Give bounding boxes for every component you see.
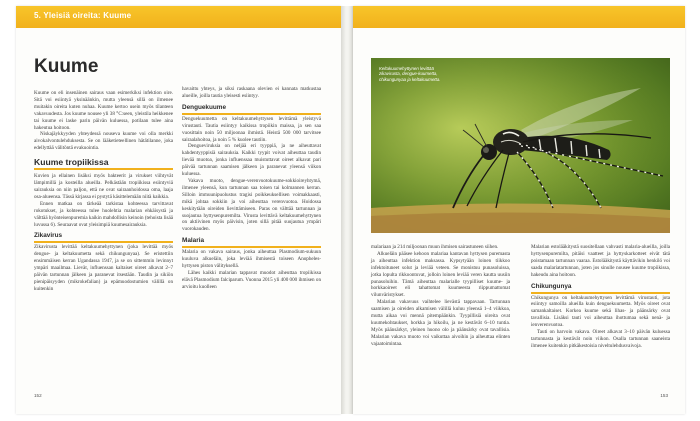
heading-underline bbox=[182, 113, 321, 115]
section-band bbox=[16, 6, 341, 28]
paragraph: Zikavirusta levittää keltakuumehyttynen (joka levittää myös dengue- ja keltakuumetta sekä chikungunyaa). Se eristettiin ensimmäisen kerran Ugandassa 1947, ja se on sittemmin levinnyt ympäri maailmaa. Lievät, influenssan kaltaiset oireet alkavat 2–7 päivän tartunnan jälkeen ja paranevat itsestään. Taudin ja sikiön pienipäisyyden (mikrokefalian) ja epämuodostumien välillä on kuitenkin bbox=[34, 244, 173, 292]
paragraph: Dengueviruksia on neljää eri tyyppiä, ja ne aiheuttavat kahdentyyppisiä sairauksia. Kaikki tyypit voivat aiheuttaa taudin lievää muotoa, jonka influenssaa muistuttavat oireet alkavat pari päivää tartunnan saamisen jälkeen ja paranevat yleensä viikon kuluessa. bbox=[182, 143, 321, 178]
paragraph: Denguekuumetta on keltakuumehyttysen levittämä yleistyvä virustauti. Tautia esiintyy kaikissa tropiikin maissa, ja sen saa vuosittain noin 50 miljoonaa ihmistä. Heistä 500 000 tarvitsee sairaalahoitoa, ja noin 5 % kuolee tautiin. bbox=[182, 115, 321, 143]
subheading-chikungunya: Chikungunya bbox=[531, 283, 670, 294]
paragraph: Niskajäykkyyden yhteydessä nouseva kuume voi olla merkki aivokalvontulehduksesta. Se on lääketieteellinen hätätilanne, joka edellyttää välitöntä evakuointia. bbox=[34, 131, 173, 152]
heading-underline bbox=[182, 246, 321, 248]
page-title: Kuume bbox=[34, 56, 99, 77]
paragraph: malariaan ja 214 miljoonan muun ihmisen sairastuneen siihen. bbox=[371, 244, 499, 250]
paragraph: Ennen matkaa on tärkeää tarkistaa kohteessa tarvittavat rokotukset, ja kohteessa tulee huolehtia malarian ehkäisystä ja välttää hyönteisenpuremia kaikin mahdollisin keinoin (tehoista lisää luvussa 6). Seuraavat ovat yleisimpiä kuumesairauksia. bbox=[34, 200, 173, 228]
subheading-zika: Zikavirus bbox=[34, 232, 173, 243]
paragraph: Kuume on eli insenäinen sairaus vaan esimerkiksi infektion oire. Sitä voi esiintyä yksinäänkin, mutta yleensä sillä on ilmenee muitakin oireita kuten nuhaa. Kuume kertoo usein myös tilanteen vakavuudesta. Jos kuume nousee yli 38 °C:seen, yleistila heikkenee tai kuume ei laske parin päivän kuluessa, potilaan tulee aina hakeutua hoitoon. bbox=[34, 90, 173, 131]
mosquito-photo bbox=[371, 58, 670, 233]
right-column-2 bbox=[531, 244, 670, 350]
paragraph: Malaria on vakava sairaus, jonka aiheuttaa Plasmodium-sukuun kuuluva alkueläin, joka leviää ihmisestä toiseen Anopheles-hyttysen piston välityksellä. bbox=[182, 249, 321, 270]
paragraph: Alkueläin pääsee kehoon malariaa kantavan hyttysen puremasta ja aiheuttaa infektion maksassa. Kypsytyään loinen tiikkoo infektoituneet solut ja leviää veteen. Se monistuu punasoluissa, jotka lopulta rikkoontuvat, jolloin loinen leviää veren kautta uusiin punasoluihin. Tämä aiheuttaa malarialle tyypilliset kuume- ja horkkaoireet eli tahattomat kuumeesta riippumattomat vilunväristykset. bbox=[371, 250, 510, 299]
page-number-left: 152 bbox=[34, 393, 42, 398]
section-band-right bbox=[353, 6, 685, 28]
left-page bbox=[16, 6, 341, 414]
book-gutter bbox=[341, 6, 353, 414]
paragraph: havaittu yhteys, ja siksi raskaana olevien ei kannata matkustaa alueille, joilla tautia yleisesti esiintyy. bbox=[182, 86, 321, 99]
heading-underline bbox=[531, 292, 670, 294]
paragraph: Lähes kaikki malarian tappavat muodot aiheuttaa tropiikissa elävä Plasmodium falciparum. Vuonna 2015 yli 400 000 ihmisen on arvioitu kuolleen bbox=[182, 269, 321, 290]
right-page bbox=[353, 6, 685, 414]
paragraph: Malarian vakavuus vaihtelee lievästä tappavaan. Tartunnan saamisen ja oireiden alkamisen välillä kuluu yleensä 1–4 viikkoa, mutta aikaa voi mennä pitempäänkin. Tyypillisiä oireita ovat kuumekohtaukset, horkka ja hikoilu, ja ne kestävät 6–10 tuntia. Myös päänsärkyt, yleinen huono olo ja päänsärky ovat tavallisia. Malarian vakava muoto voi vaikuttaa aivoihin ja aiheuttaa elinten vajaatoimintaa. bbox=[371, 299, 510, 347]
subheading-tropics: Kuume tropiikissa bbox=[34, 157, 173, 170]
paragraph: Vakava muoto, dengue-verenvuotokuume-sokkioireyhtymä, ilmenee yleensä, kun tartunnan saa toisen tai kolmannen kerran. Silloin immuunipuolustus tragisi poikkeuksellisen voimakkaasti, mikä johtaa sokkiin ja voi aiheuttaa verenvuotoa. Hoidossa keskitytään oireiden lievittämiseen. Paras on välttää tartunnan ja suojautua hyttysenpuremilta. Virusta levittävä keltakuumehyttynen on aktiivinen myös päivisin, joten sillä pitää suojautua ympäri vuorokauden. bbox=[182, 177, 321, 233]
section-label: 5. Yleisiä oireita: Kuume bbox=[34, 11, 132, 20]
mosquito-icon bbox=[371, 58, 670, 233]
subheading-dengue: Denguekuume bbox=[182, 104, 321, 115]
paragraph: Chikungunya on keltakuumehyttysen levittämä virustauti, jota esiintyy samoilla alueilla kuin denguekuumetta. Myös oireet ovat samankaltaiset. Korkea kuume sekä lihas- ja päänsärky ovat tavallisia. Lisäksi tauti voi aiheuttaa ihottumaa sekä nenä- ja ienverenvuotoa. bbox=[531, 294, 670, 329]
right-column-1 bbox=[371, 244, 510, 348]
left-column-1 bbox=[34, 90, 173, 293]
paragraph: Malarian estolääkitystä suositellaan vahvasti malaria-alueilla, joilla hyttysenpuremilta, pitäisi vaatteet ja hyttyskarkotteet eivät tätä poistamaan tartunnan vaaraa. Estolääkitystä käyttävikin henkilö voi saada malariatartunnan, joten jos sinulle nousee kuume tropiikissa, hakeudu aina hoitoon. bbox=[531, 244, 670, 278]
left-column-2 bbox=[182, 86, 321, 291]
paragraph: Kuvien ja ellainen lisäksi myös bakteerit ja virukset viihtyvät lämpimillä ja kosteilla alueilla. Pelkästään tropiikissa esiintyviä sairauksia on niin paljon, että ne ovat sairaanhoidossa oma, laaja osa-alueensa. Tässä kirjassa ei pystytä käsittelemään niitä kaikkia. bbox=[34, 173, 173, 200]
page-number-right: 153 bbox=[660, 393, 668, 398]
photo-caption: Keltakuumehyttynen levittää zikavirusta, dengue-kuumetta, chikungunyaa ja keltakuumetta. bbox=[379, 66, 441, 82]
paragraph: Tauti on harvoin vakava. Oireet alkavat 3–10 päivän kuluessa tartunnasta ja kestävät noin viikon. Osalla tartunnan saaneista ilmenee kuitenkin pitkäkestoisia niveltulehdusvaivoja. bbox=[531, 329, 670, 349]
heading-underline bbox=[34, 168, 173, 170]
subheading-malaria: Malaria bbox=[182, 237, 321, 248]
